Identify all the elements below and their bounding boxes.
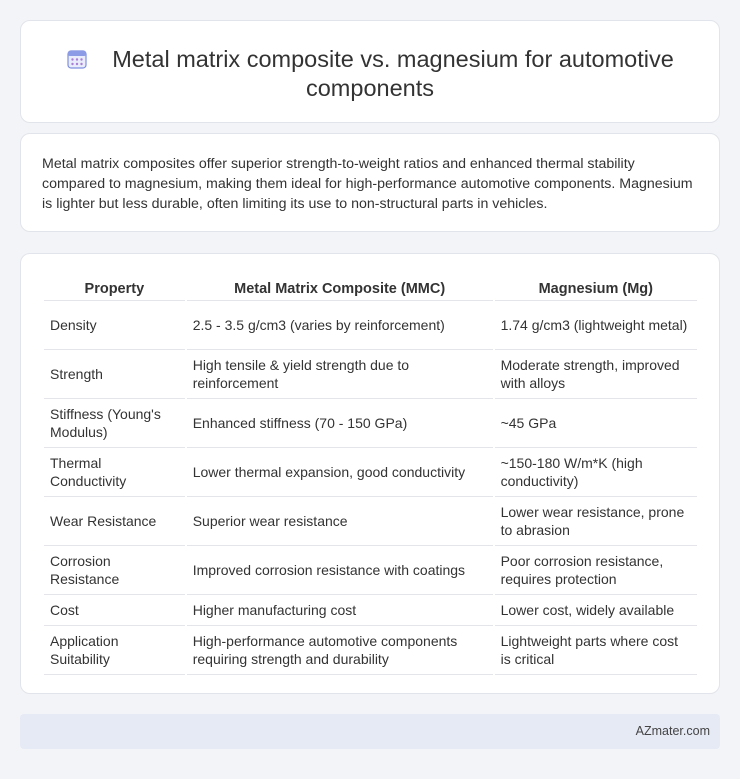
table-header-row bbox=[44, 273, 697, 301]
property-cell: Thermal Conductivity bbox=[44, 448, 185, 497]
mmc-cell: High-performance automotive components requiring strength and durability bbox=[187, 626, 493, 675]
footer-brand-link[interactable]: AZmater.com bbox=[635, 724, 710, 738]
magnesium-cell: ~45 GPa bbox=[495, 399, 697, 448]
mmc-cell: Improved corrosion resistance with coatings bbox=[187, 546, 493, 595]
page-title: Metal matrix composite vs. magnesium for automotive components bbox=[112, 46, 674, 101]
property-cell: Corrosion Resistance bbox=[44, 546, 185, 595]
title-card bbox=[20, 20, 720, 123]
column-header-mmc: Metal Matrix Composite (MMC) bbox=[187, 273, 493, 301]
table-row bbox=[44, 497, 697, 546]
property-cell: Strength bbox=[44, 350, 185, 399]
table-row bbox=[44, 546, 697, 595]
magnesium-cell: 1.74 g/cm3 (lightweight metal) bbox=[495, 301, 697, 350]
magnesium-cell: Lower wear resistance, prone to abrasion bbox=[495, 497, 697, 546]
intro-text: Metal matrix composites offer superior strength-to-weight ratios and enhanced thermal stability compared to magnesium, making them ideal for high-performance automotive components. Magnesium is lighter but less durable, often limiting its use to non-structural parts in vehicles. bbox=[42, 156, 693, 212]
table-row bbox=[44, 350, 697, 399]
calendar-grid-icon bbox=[66, 48, 88, 70]
table-row bbox=[44, 626, 697, 675]
table-row bbox=[44, 448, 697, 497]
mmc-cell: Lower thermal expansion, good conductivity bbox=[187, 448, 493, 497]
comparison-table-card bbox=[20, 253, 720, 694]
property-cell: Application Suitability bbox=[44, 626, 185, 675]
mmc-cell: Superior wear resistance bbox=[187, 497, 493, 546]
intro-card bbox=[20, 133, 720, 232]
property-cell: Cost bbox=[44, 595, 185, 626]
page-title-wrap bbox=[21, 45, 719, 103]
mmc-cell: Higher manufacturing cost bbox=[187, 595, 493, 626]
magnesium-cell: Moderate strength, improved with alloys bbox=[495, 350, 697, 399]
magnesium-cell: Lightweight parts where cost is critical bbox=[495, 626, 697, 675]
magnesium-cell: Lower cost, widely available bbox=[495, 595, 697, 626]
comparison-table bbox=[42, 273, 699, 675]
mmc-cell: High tensile & yield strength due to reinforcement bbox=[187, 350, 493, 399]
table-row bbox=[44, 595, 697, 626]
magnesium-cell: Poor corrosion resistance, requires protection bbox=[495, 546, 697, 595]
footer-bar bbox=[20, 714, 720, 749]
property-cell: Stiffness (Young's Modulus) bbox=[44, 399, 185, 448]
property-cell: Wear Resistance bbox=[44, 497, 185, 546]
magnesium-cell: ~150-180 W/m*K (high conductivity) bbox=[495, 448, 697, 497]
property-cell: Density bbox=[44, 301, 185, 350]
column-header-property: Property bbox=[44, 273, 185, 301]
mmc-cell: Enhanced stiffness (70 - 150 GPa) bbox=[187, 399, 493, 448]
table-row bbox=[44, 301, 697, 350]
column-header-magnesium: Magnesium (Mg) bbox=[495, 273, 697, 301]
mmc-cell: 2.5 - 3.5 g/cm3 (varies by reinforcement) bbox=[187, 301, 493, 350]
table-row bbox=[44, 399, 697, 448]
